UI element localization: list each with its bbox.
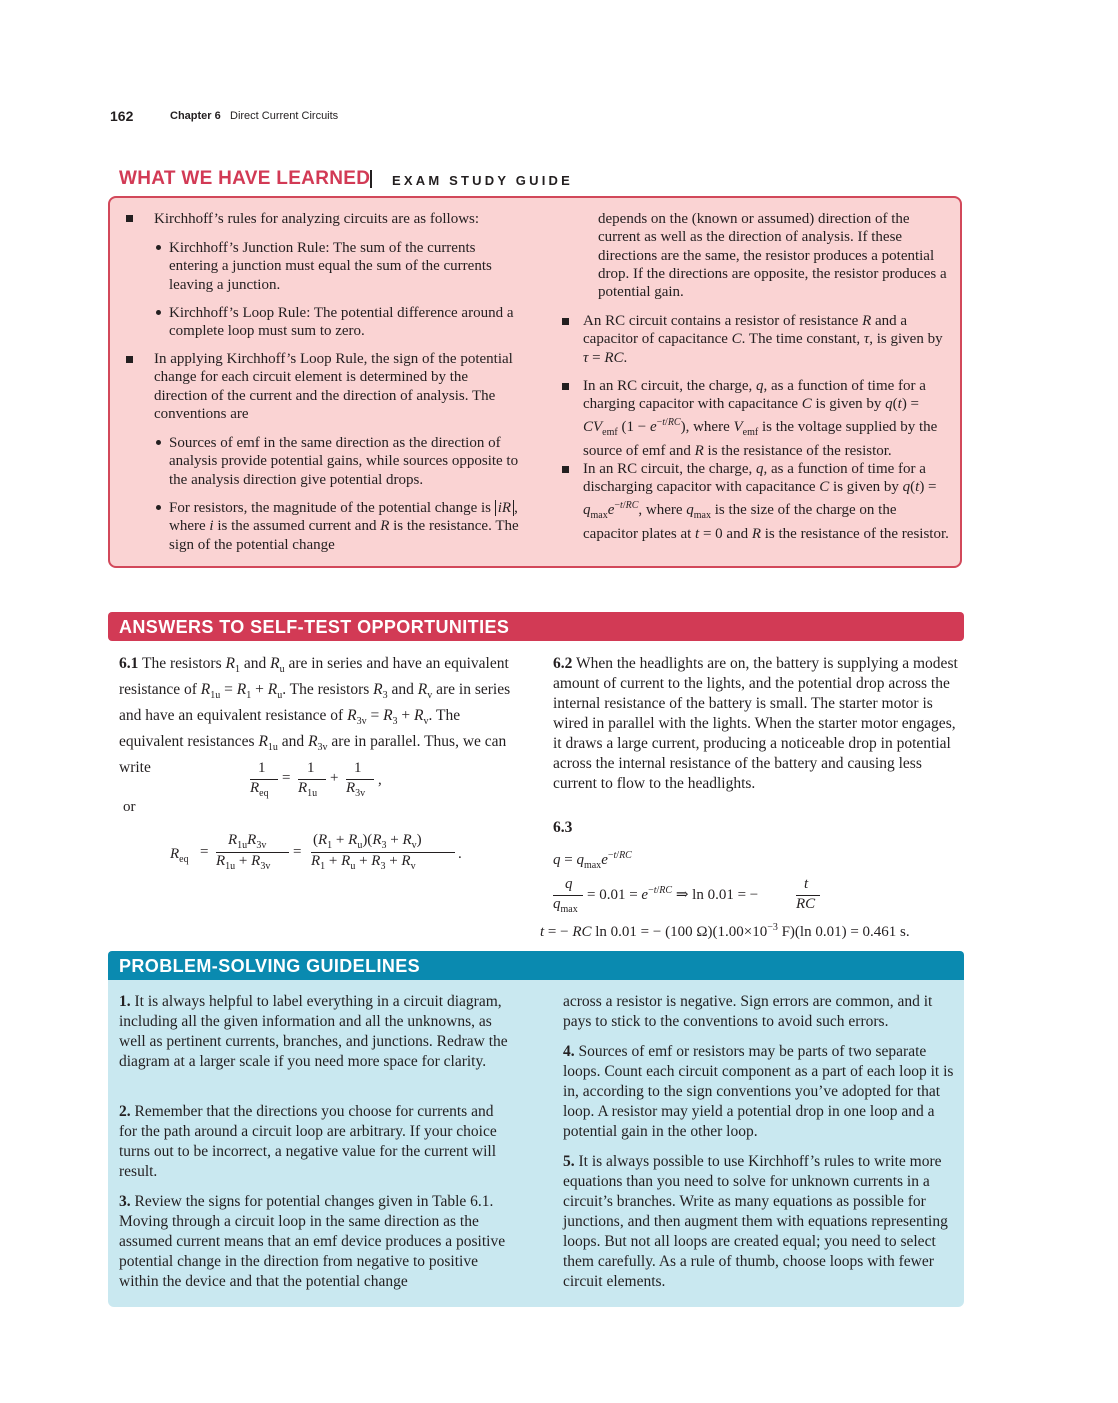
equation-ratio: q $q_{max}$ = $0.01 = e^{-t/RC}$ ⇒ ln 0.01 = − t RC bbox=[553, 876, 853, 916]
study-item-sign-conventions: In applying Kirchhoff’s Loop Rule, the sign of the potential change for each circuit element is determined by the direction of the current and the direction of analysis. The conventions are bbox=[154, 351, 513, 422]
study-item-resistor-continued: depends on the (known or assumed) direction of the current as well as the direction of analysis. If these directions are the same, the resistor produces a potential drop. If the directions are opposite, the resistor produces a potential gain. bbox=[598, 211, 947, 301]
equation-discharge: $q = q_{max}e^{-t/RC}$ bbox=[553, 850, 632, 871]
bullet-square bbox=[126, 356, 133, 363]
guideline-3: 3. Review the signs for potential changes given in Table 6.1. Moving through a circuit loop in the same direction as the assumed current means that an emf device produces a positive potential change in the direction from negative to positive within the device and that the potential change bbox=[119, 1193, 506, 1290]
study-item-rc-time-constant: An RC circuit contains a resistor of resistance R and a capacitor of capacitance C. The time constant, τ, is given by τ = RC. bbox=[583, 313, 943, 366]
chapter-title: Direct Current Circuits bbox=[230, 110, 339, 122]
guideline-5: 5. It is always possible to use Kirchhoff’s rules to write more equations than you need to solve for unknown currents in a circuit’s branches. Write as many equations as possible for junctions, and then augment them with equations representing loops. But not all loops are created equal; you need to select them carefully. As a rule of thumb, choose loops with fewer circuit elements. bbox=[563, 1153, 948, 1290]
bullet-dot bbox=[156, 245, 161, 250]
bullet-dot bbox=[156, 440, 161, 445]
page-number: 162 bbox=[110, 108, 134, 124]
chapter-label: Chapter 6 bbox=[170, 110, 221, 122]
bullet-square bbox=[562, 466, 569, 473]
study-item-resistors: For resistors, the magnitude of the potential change is iR , where i is the assumed current and R is the resistance. The sign of the potential change bbox=[169, 500, 519, 553]
study-item-rc-charging: In an RC circuit, the charge, q, as a function of time for a charging capacitor with capacitance C is given by $q(t) = CV_{emf}$ $(1 - e^{-t/RC})$, where $V_{emf}$ is the voltage supplied by the source of emf and R is the resistance of the resistor. bbox=[583, 378, 938, 459]
study-item-kirchhoff-rules: Kirchhoff’s rules for analyzing circuits are as follows: bbox=[154, 211, 480, 227]
study-item-loop-rule: Kirchhoff’s Loop Rule: The potential difference around a complete loop must sum to zero. bbox=[169, 305, 514, 340]
bullet-dot bbox=[156, 505, 161, 510]
answers-heading: ANSWERS TO SELF-TEST OPPORTUNITIES bbox=[119, 617, 510, 637]
equation-equivalent-resistance: $R_{eq}$ = $R_{1u}R_{3v}$ $R_{1u} + R_{3v}$ = $(R_1 + R_u)(R_3 + R_v)$ $R_1 + R_u + R_3 + R_v$ . bbox=[170, 832, 462, 872]
guideline-4: 4. Sources of emf or resistors may be parts of two separate loops. Count each circuit component as a part of each loop it is in, according to the sign conventions you’ve adopted for that loop. A resistor may yield a potential drop in one loop and a potential gain in the other loop. bbox=[563, 1043, 954, 1140]
study-item-junction-rule: Kirchhoff’s Junction Rule: The sum of the currents entering a junction must equal the sum of the currents leaving a junction. bbox=[169, 240, 492, 293]
guideline-3-continued: across a resistor is negative. Sign errors are common, and it pays to stick to the conventions to avoid such errors. bbox=[563, 993, 933, 1030]
guidelines-heading: PROBLEM-SOLVING GUIDELINES bbox=[119, 956, 421, 976]
guideline-1: 1. It is always helpful to label everything in a circuit diagram, including all the given information and all the unknowns, as well as pertinent currents, branches, and junctions. Redraw the diagram at a larger scale if you need more space for clarity. bbox=[119, 993, 508, 1070]
answer-6-2-text: 6.2 When the headlights are on, the battery is supplying a modest amount of current to the lights, and the potential drop across the internal resistance of the battery is small. The starter motor is wired in parallel with the lights. When the starter motor engages, it draws a large current, producing a noticeable drop in potential across the internal resistance of the battery and causing less current to flow to the headlights. bbox=[553, 655, 958, 792]
equation-time-result: t = − RC ln 0.01 = − (100 $\Omega)(1.00\times 10^{-3}$ F)(ln 0.01) = 0.461 s. bbox=[540, 922, 910, 940]
answer-6-1-text: 6.1 The resistors $R_1$ and $R_u$ are in series and have an equivalent resistance of $R_{1u} = R_1 + R_u$. The resistors $R_3$ and $R_v$ are in series and have an equivalent resistance of $R_{3v} = R_3 + R_v$. The equivalent resistances $R_{1u}$ and $R_{3v}$ are in parallel. Thus, we can write bbox=[119, 655, 511, 777]
study-item-emf-sources: Sources of emf in the same direction as the direction of analysis provide potential gains, while sources opposite to the analysis direction give potential drops. bbox=[169, 435, 519, 488]
guideline-2: 2. Remember that the directions you choose for currents and for the path around a circuit loop are arbitrary. If your choice turns out to be incorrect, a negative value for the current will result. bbox=[119, 1103, 497, 1180]
heading-divider bbox=[370, 170, 372, 188]
bullet-square bbox=[562, 383, 569, 390]
or-label: or bbox=[123, 799, 136, 815]
bullet-dot bbox=[156, 310, 161, 315]
bullet-square bbox=[562, 318, 569, 325]
equation-parallel-reciprocal: 1 $R_{eq}$ = 1 $R_{1u}$ + 1 $R_{3v}$ , bbox=[250, 760, 382, 799]
study-item-rc-discharging: In an RC circuit, the charge, q, as a function of time for a discharging capacitor with capacitance C is given by $q(t) = q_{max}e^{-t/RC}$, where $q_{max}$ is the size of the charge on the capacitor plates at t = 0 and R is the resistance of the resistor. bbox=[583, 461, 949, 542]
answer-6-3-label: 6.3 bbox=[553, 819, 573, 836]
bullet-square bbox=[126, 215, 133, 222]
study-guide-subheading: EXAM STUDY GUIDE bbox=[392, 173, 573, 188]
study-guide-heading: WHAT WE HAVE LEARNED bbox=[119, 168, 371, 189]
